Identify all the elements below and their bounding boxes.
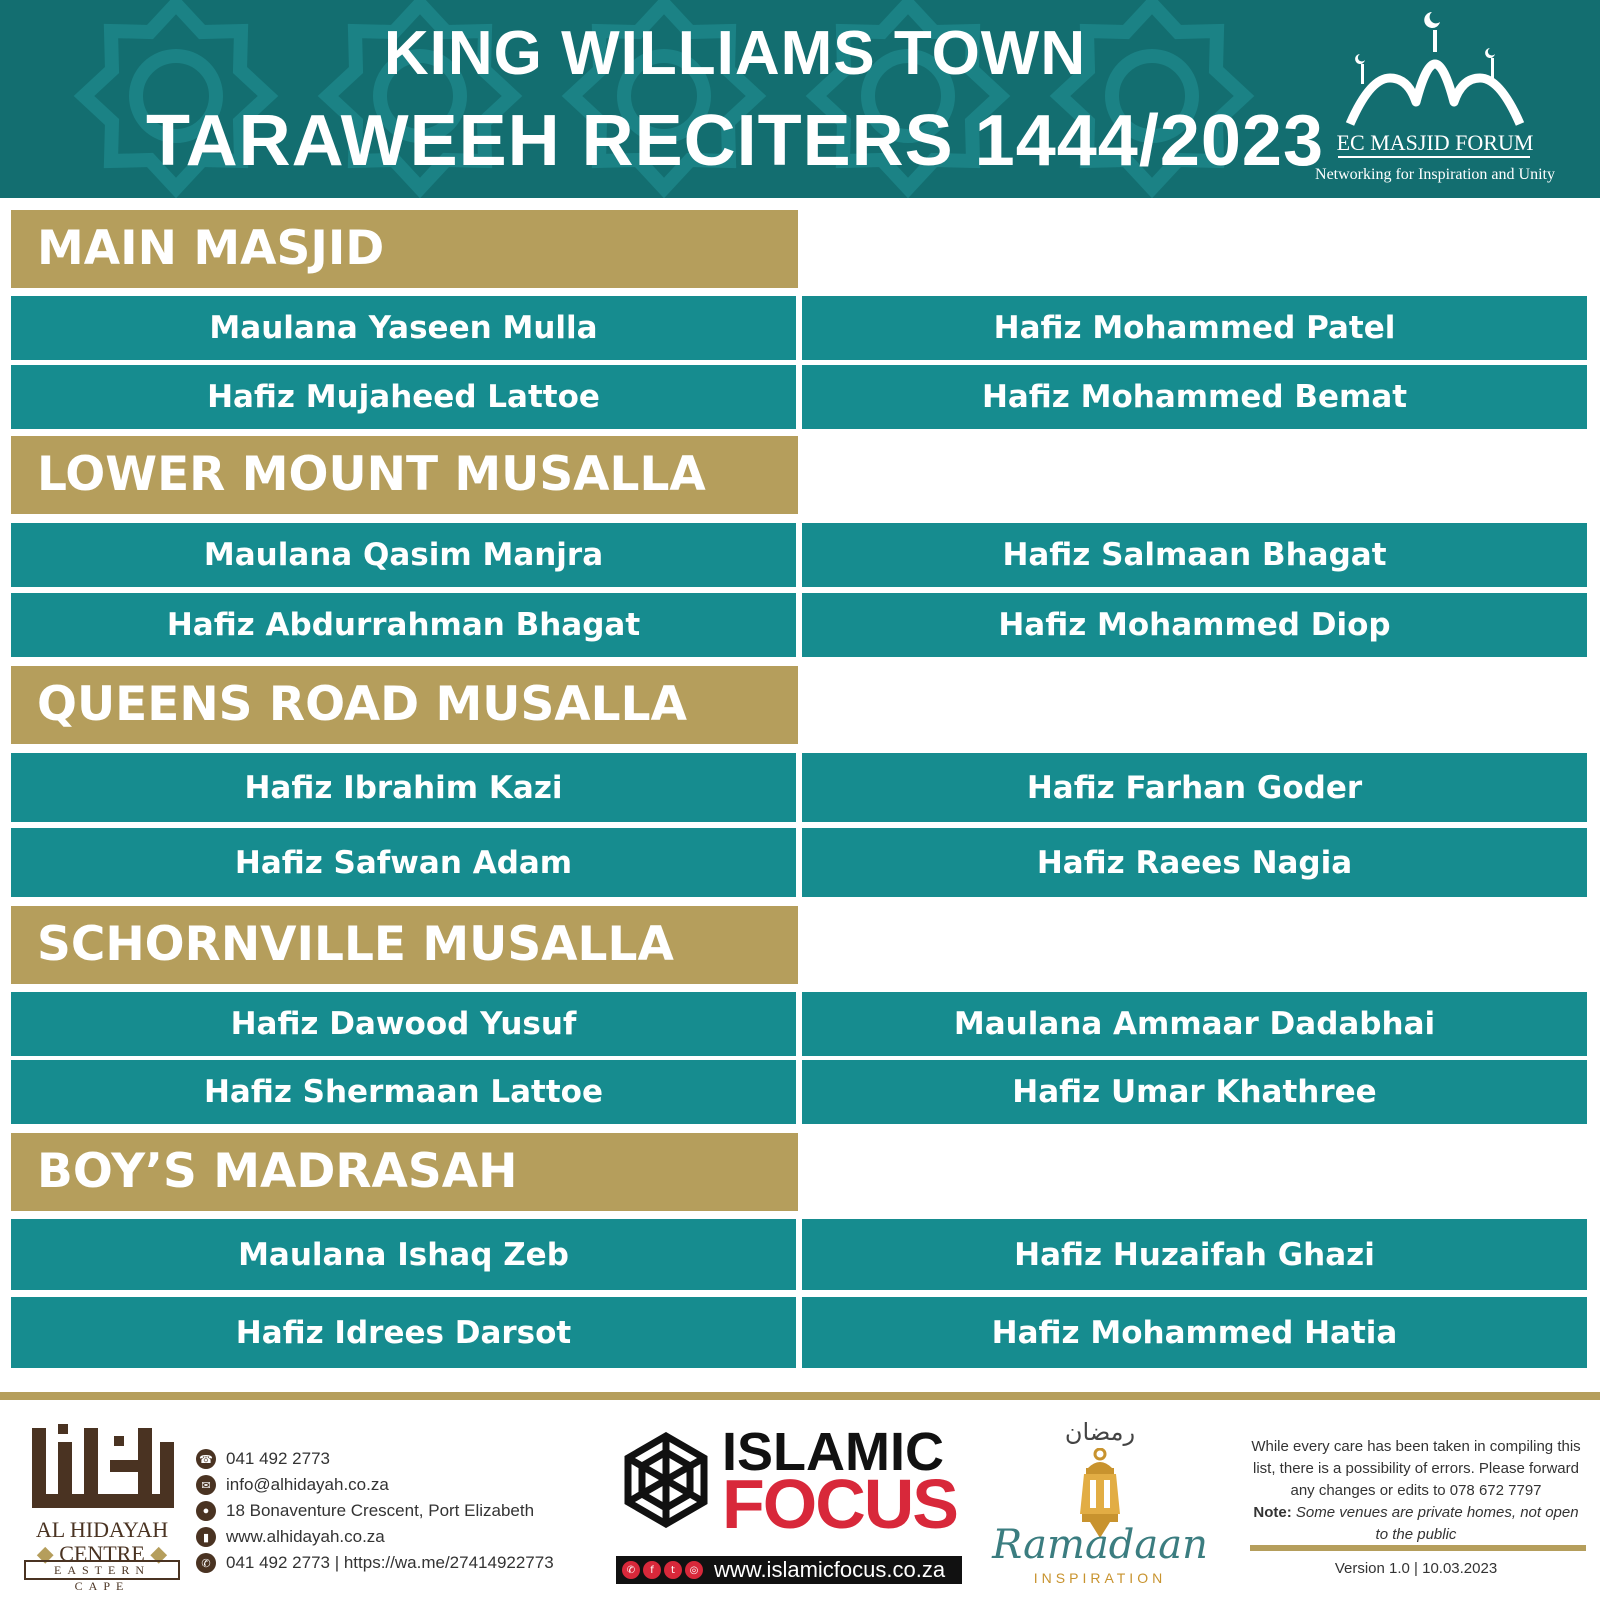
- email-icon: ✉: [196, 1475, 216, 1495]
- location-pin-icon: ●: [196, 1501, 216, 1521]
- reciter-cell: Hafiz Mujaheed Lattoe: [11, 365, 796, 429]
- contact-whatsapp-text: 041 492 2773 | https://wa.me/27414922773: [226, 1553, 554, 1572]
- reciter-cell: Maulana Yaseen Mulla: [11, 296, 796, 360]
- disclaimer-note-text: Some venues are private homes, not open to the public: [1295, 1504, 1579, 1543]
- phone-icon: ☎: [196, 1449, 216, 1469]
- ec-logo-tagline: Networking for Inspiration and Unity: [1315, 166, 1555, 183]
- al-hidayah-calligraphy-logo: [28, 1420, 178, 1516]
- islamic-focus-url-bar[interactable]: [616, 1556, 962, 1584]
- instagram-icon[interactable]: ◎: [685, 1561, 703, 1579]
- al-hidayah-region: EASTERN CAPE: [24, 1560, 180, 1580]
- reciter-cell: Hafiz Shermaan Lattoe: [11, 1060, 796, 1124]
- version-label: Version 1.0 | 10.03.2023: [1334, 1560, 1498, 1577]
- mouse-icon: ▮: [196, 1527, 216, 1547]
- title-line-1: KING WILLIAMS TOWN: [383, 19, 1087, 88]
- reciter-cell: Hafiz Mohammed Hatia: [802, 1297, 1587, 1368]
- al-hidayah-name: AL HIDAYAH ◆ CENTRE ◆: [35, 1517, 169, 1566]
- footer-divider: [0, 1392, 1600, 1400]
- al-hidayah-name-line2: CENTRE: [59, 1541, 145, 1566]
- reciter-cell: Hafiz Salmaan Bhagat: [802, 523, 1587, 587]
- reciter-cell: Maulana Qasim Manjra: [11, 523, 796, 587]
- facebook-icon[interactable]: f: [643, 1561, 661, 1579]
- contact-website[interactable]: [196, 1524, 596, 1550]
- islamic-focus-hexagon-icon: [618, 1432, 714, 1528]
- contact-address: [196, 1498, 596, 1524]
- disclaimer: [1248, 1436, 1584, 1546]
- reciter-cell: Hafiz Huzaifah Ghazi: [802, 1219, 1587, 1290]
- reciter-cell: Hafiz Mohammed Patel: [802, 296, 1587, 360]
- disclaimer-note-label: Note:: [1253, 1504, 1292, 1521]
- islamic-focus-url[interactable]: www.islamicfocus.co.za: [714, 1557, 946, 1582]
- contact-email-text: info@alhidayah.co.za: [226, 1475, 389, 1494]
- contact-email[interactable]: [196, 1472, 596, 1498]
- reciter-cell: Hafiz Abdurrahman Bhagat: [11, 593, 796, 657]
- whatsapp-icon[interactable]: ✆: [622, 1561, 640, 1579]
- reciter-cell: Hafiz Umar Khathree: [802, 1060, 1587, 1124]
- reciter-cell: Hafiz Farhan Goder: [802, 753, 1587, 822]
- reciter-cell: Hafiz Dawood Yusuf: [11, 992, 796, 1056]
- islamic-focus-word2: FOCUS: [722, 1465, 957, 1543]
- disclaimer-divider: [1250, 1545, 1586, 1551]
- reciter-cell: Maulana Ammaar Dadabhai: [802, 992, 1587, 1056]
- reciter-cell: Hafiz Mohammed Bemat: [802, 365, 1587, 429]
- venue-title-lower-mount-musalla: LOWER MOUNT MUSALLA: [11, 436, 798, 514]
- contact-address-text: 18 Bonaventure Crescent, Port Elizabeth: [226, 1501, 535, 1520]
- venue-title-boys-madrasah: BOY’S MADRASAH: [11, 1133, 798, 1211]
- reciter-cell: Hafiz Raees Nagia: [802, 828, 1587, 897]
- contact-phone-text: 041 492 2773: [226, 1449, 330, 1468]
- reciter-cell: Hafiz Ibrahim Kazi: [11, 753, 796, 822]
- venue-title-main-masjid: MAIN MASJID: [11, 210, 798, 288]
- contact-phone[interactable]: [196, 1446, 596, 1472]
- ramadaan-arabic: رمضان: [1064, 1418, 1136, 1446]
- ec-logo-name: EC MASJID FORUM: [1336, 130, 1534, 155]
- ramadaan-script: Ramadaan: [992, 1522, 1208, 1568]
- title-line-2: TARAWEEH RECITERS 1444/2023: [145, 101, 1325, 181]
- contact-list: [196, 1446, 596, 1576]
- venue-title-schornville-musalla: SCHORNVILLE MUSALLA: [11, 906, 798, 984]
- ramadaan-subtitle: INSPIRATION: [1033, 1570, 1167, 1586]
- twitter-icon[interactable]: t: [664, 1561, 682, 1579]
- al-hidayah-name-line1: AL HIDAYAH: [35, 1517, 169, 1542]
- al-hidayah-logo: [22, 1420, 182, 1593]
- reciter-cell: Hafiz Idrees Darsot: [11, 1297, 796, 1368]
- disclaimer-text: While every care has been taken in compiling this list, there is a possibility of errors. Please forward any changes or edits to 078 672 7797: [1251, 1438, 1581, 1499]
- whatsapp-icon: ✆: [196, 1553, 216, 1573]
- islamic-focus-word1: ISLAMIC: [722, 1422, 944, 1482]
- contact-whatsapp[interactable]: [196, 1550, 596, 1576]
- islamic-focus-logo: [612, 1424, 962, 1584]
- reciter-cell: Hafiz Safwan Adam: [11, 828, 796, 897]
- contact-website-text: www.alhidayah.co.za: [226, 1527, 385, 1546]
- reciter-cell: Hafiz Mohammed Diop: [802, 593, 1587, 657]
- ramadaan-inspiration-logo: [990, 1418, 1210, 1588]
- reciter-cell: Maulana Ishaq Zeb: [11, 1219, 796, 1290]
- venue-title-queens-road-musalla: QUEENS ROAD MUSALLA: [11, 666, 798, 744]
